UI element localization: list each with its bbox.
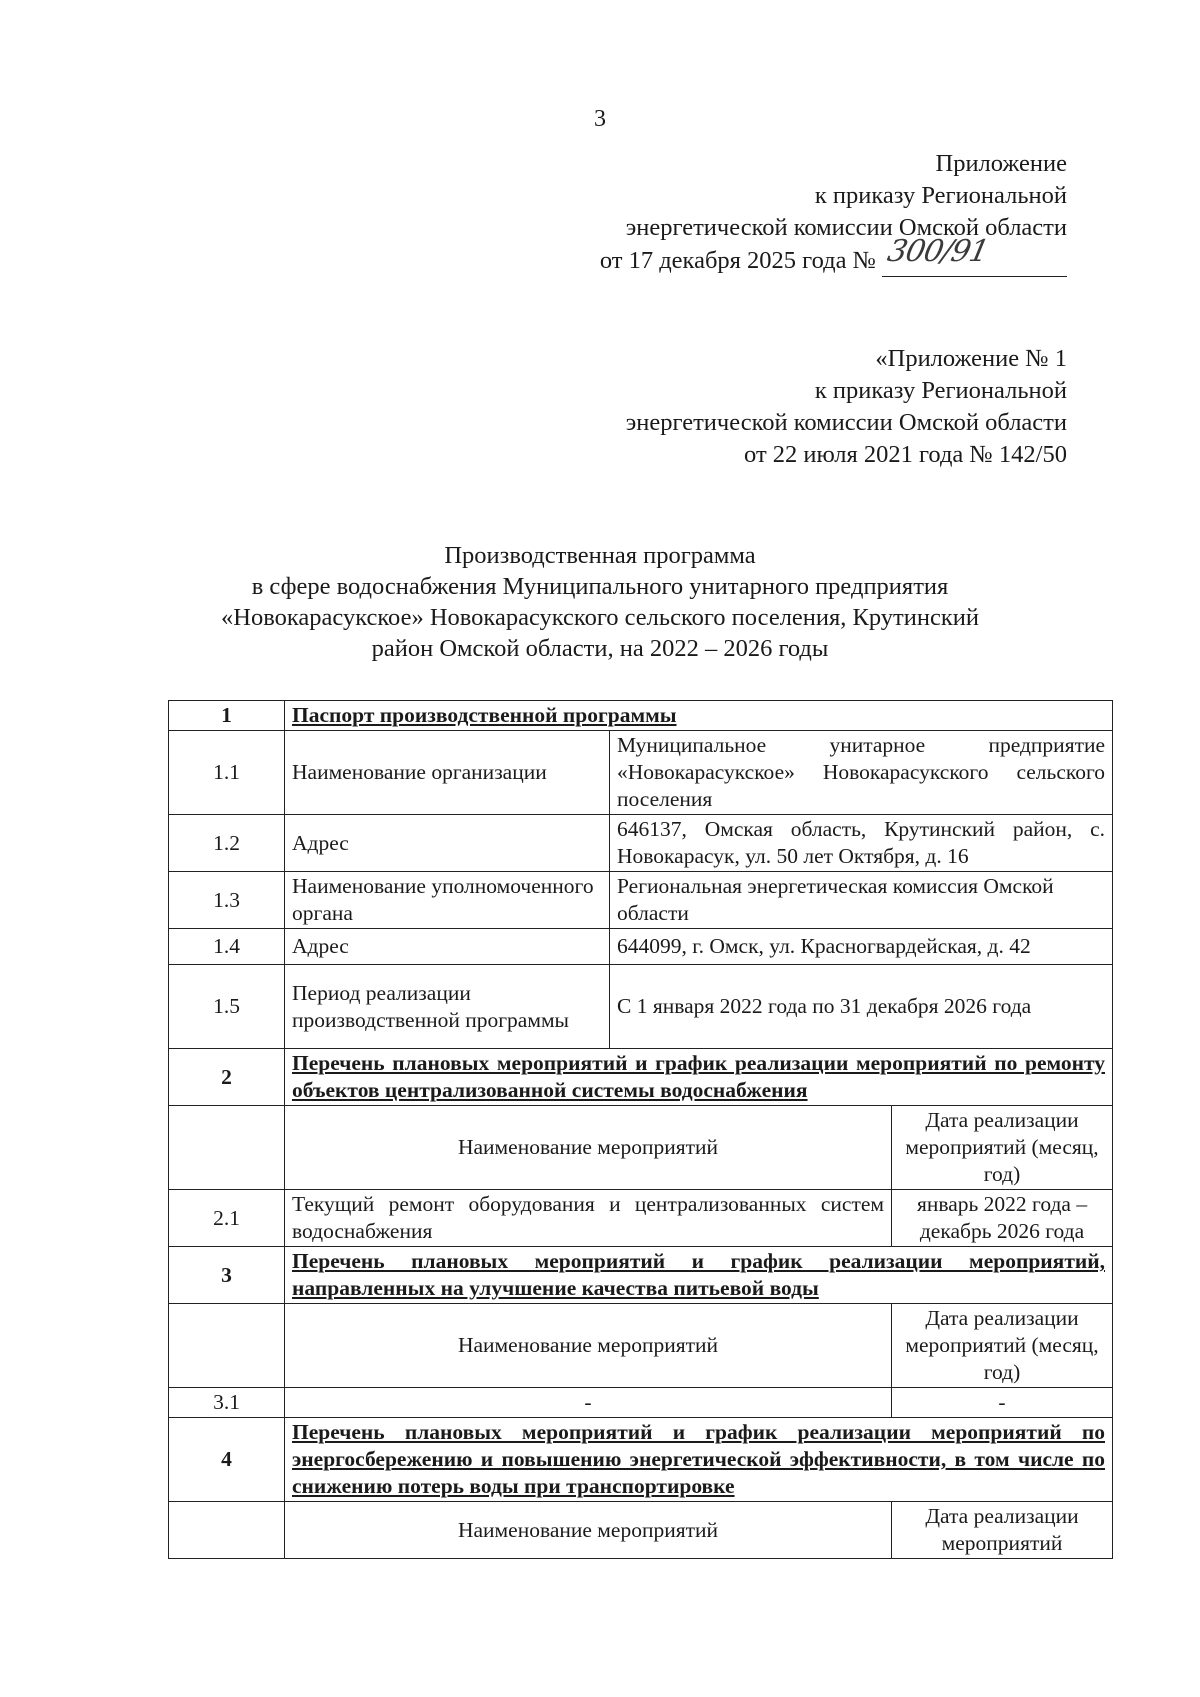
section-number: 2: [169, 1049, 285, 1106]
row-label: Наименование организации: [285, 731, 610, 815]
appendix-order-ref: к приказу Региональной: [814, 182, 1067, 209]
column-header-date: Дата реализации мероприятий (месяц, год): [892, 1304, 1113, 1388]
table-row: [169, 929, 1113, 965]
document-title: [0, 540, 1200, 664]
column-header-date: Дата реализации мероприятий (месяц, год): [892, 1106, 1113, 1190]
title-line-3: «Новокарасукское» Новокарасукского сельского поселения, Крутинский: [221, 604, 979, 631]
section-title: Перечень плановых мероприятий и график реализации мероприятий по энергосбережению и повышению энергетической эффективности, в том числе по снижению потерь воды при транспортировке: [285, 1418, 1113, 1502]
table-row: [169, 965, 1113, 1049]
title-line-4: район Омской области, на 2022 – 2026 годы: [371, 635, 829, 662]
row-label: Адрес: [285, 815, 610, 872]
section-number: 1: [169, 701, 285, 731]
row-value: Муниципальное унитарное предприятие «Новокарасукское» Новокарасукского сельского поселения: [610, 731, 1113, 815]
row-value: 644099, г. Омск, ул. Красногвардейская, д. 42: [610, 929, 1113, 965]
order-number-field: [882, 234, 1067, 277]
row-number: 1.5: [169, 965, 285, 1049]
row-date: январь 2022 года – декабрь 2026 года: [892, 1190, 1113, 1247]
prev-appendix-title: «Приложение № 1: [875, 345, 1067, 372]
empty-cell: [169, 1304, 285, 1388]
table-row: [169, 872, 1113, 929]
row-label: Адрес: [285, 929, 610, 965]
previous-appendix-header: [626, 343, 1067, 471]
row-number: 3.1: [169, 1388, 285, 1418]
row-number: 1.1: [169, 731, 285, 815]
row-number: 2.1: [169, 1190, 285, 1247]
handwritten-order-number: 300/91: [884, 234, 992, 269]
section-row: [169, 701, 1113, 731]
column-header-date: Дата реализации мероприятий: [892, 1502, 1113, 1559]
row-label: Наименование уполномоченного органа: [285, 872, 610, 929]
page-number: 3: [594, 106, 606, 132]
row-number: 1.4: [169, 929, 285, 965]
column-header-name: Наименование мероприятий: [285, 1106, 892, 1190]
table-subheader: [169, 1106, 1113, 1190]
section-row: [169, 1049, 1113, 1106]
prev-appendix-order-ref: к приказу Региональной: [814, 377, 1067, 404]
appendix-title: Приложение: [935, 150, 1067, 177]
program-table: [168, 700, 1113, 1559]
section-row: [169, 1418, 1113, 1502]
column-header-name: Наименование мероприятий: [285, 1502, 892, 1559]
appendix-header: [600, 148, 1067, 277]
table-row: [169, 1388, 1113, 1418]
table-row: [169, 1190, 1113, 1247]
title-line-1: Производственная программа: [444, 542, 756, 569]
section-row: [169, 1247, 1113, 1304]
table-row: [169, 731, 1113, 815]
table-subheader: [169, 1502, 1113, 1559]
prev-appendix-commission: энергетической комиссии Омской области: [625, 409, 1067, 436]
section-title: Перечень плановых мероприятий и график реализации мероприятий по ремонту объектов централизованной системы водоснабжения: [285, 1049, 1113, 1106]
column-header-name: Наименование мероприятий: [285, 1304, 892, 1388]
section-title: Паспорт производственной программы: [285, 701, 1113, 731]
row-value: 646137, Омская область, Крутинский район, с. Новокарасук, ул. 50 лет Октября, д. 16: [610, 815, 1113, 872]
row-label: Период реализации производственной программы: [285, 965, 610, 1049]
row-value: Региональная энергетическая комиссия Омской области: [610, 872, 1113, 929]
row-number: 1.2: [169, 815, 285, 872]
appendix-date: от 17 декабря 2025 года №: [599, 247, 876, 274]
row-date: -: [892, 1388, 1113, 1418]
row-name: -: [285, 1388, 892, 1418]
empty-cell: [169, 1106, 285, 1190]
row-name: Текущий ремонт оборудования и централизованных систем водоснабжения: [285, 1190, 892, 1247]
section-title: Перечень плановых мероприятий и график реализации мероприятий, направленных на улучшение качества питьевой воды: [285, 1247, 1113, 1304]
section-number: 4: [169, 1418, 285, 1502]
row-value: С 1 января 2022 года по 31 декабря 2026 года: [610, 965, 1113, 1049]
prev-appendix-date: от 22 июля 2021 года № 142/50: [744, 441, 1067, 468]
appendix-date-line: [599, 234, 1067, 277]
appendix-commission: энергетической комиссии Омской области: [625, 214, 1067, 241]
table-subheader: [169, 1304, 1113, 1388]
empty-cell: [169, 1502, 285, 1559]
section-number: 3: [169, 1247, 285, 1304]
row-number: 1.3: [169, 872, 285, 929]
title-line-2: в сфере водоснабжения Муниципального унитарного предприятия: [251, 573, 949, 600]
table-row: [169, 815, 1113, 872]
